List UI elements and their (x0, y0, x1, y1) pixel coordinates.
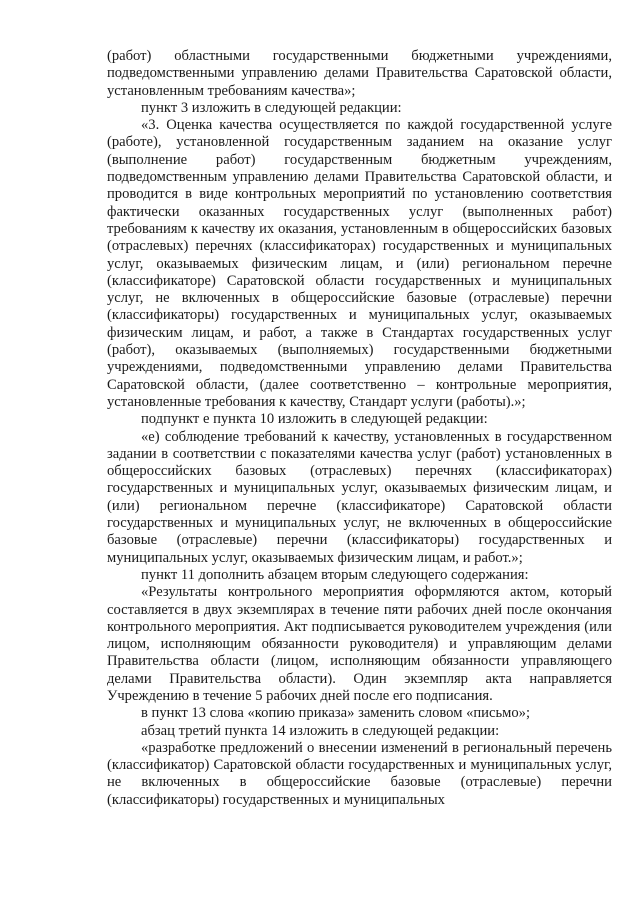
paragraph: «3. Оценка качества осуществляется по каждой государственной услуге (работе), установленной государственным заданием на оказание услуг (выполнение работ) государственным бюджетным учреждениям, подведомственным управлению делами Правительства Саратовской области, и проводится в виде контрольных мероприятий по установлению соответствия фактически оказанных государственных услуг (выполненных работ) требованиям к качеству их оказания, установленным в общероссийских базовых (отраслевых) перечнях (классификаторах) государственных и муниципальных услуг, оказываемых физическим лицам, и (или) региональном перечне (классификаторе) Саратовской области государственных и муниципальных услуг, не включенных в общероссийские базовые (отраслевые) перечни (классификаторы) государственных и муниципальных услуг, оказываемых физическим лицам, и работ, а также в Стандартах государственных услуг (работ), оказываемых (выполняемых) государственными бюджетными учреждениями, подведомственными управлению делами Правительства Саратовской области, (далее соответственно – контрольные мероприятия, установленные требования к качеству, Стандарт услуги (работы).»; (107, 117, 612, 410)
paragraph: «Результаты контрольного мероприятия оформляются актом, который составляется в двух экземплярах в течение пяти рабочих дней после окончания контрольного мероприятия. Акт подписывается руководителем учреждения (или лицом, исполняющим обязанности руководителя) и управляющим делами Правительства области (лицом, исполняющим обязанности управляющего делами Правительства области). Один экземпляр акта направляется Учреждению в течение 5 рабочих дней после его подписания. (107, 584, 612, 704)
paragraph: (работ) областными государственными бюджетными учреждениями, подведомственными управлению делами Правительства Саратовской области, установленным требованиям качества»; (107, 48, 612, 99)
paragraph: «разработке предложений о внесении изменений в региональный перечень (классификатор) Саратовской области государственных и муниципальных услуг, не включенных в общероссийские базовые (отраслевые) перечни (классификаторы) государственных и муниципальных (107, 739, 612, 808)
paragraph: пункт 11 дополнить абзацем вторым следующего содержания: (141, 566, 529, 583)
paragraph: пункт 3 изложить в следующей редакции: (141, 99, 402, 116)
paragraph: в пункт 13 слова «копию приказа» заменить словом «письмо»; (141, 705, 531, 722)
paragraph: абзац третий пункта 14 изложить в следующей редакции: (141, 722, 500, 739)
paragraph: подпункт е пункта 10 изложить в следующей редакции: (141, 411, 488, 428)
paragraph: «е) соблюдение требований к качеству, установленных в государственном задании в соответствии с показателями качества услуг (работ) установленных в общероссийских базовых (отраслевых) перечнях (классификаторах) государственных и муниципальных услуг, оказываемых физическим лицам, и (или) региональном перечне (классификаторе) Саратовской области государственных и муниципальных услуг, не включенных в общероссийские базовые (отраслевые) перечни (классификаторы) государственных и муниципальных услуг, оказываемых физическим лицам, и работ.»; (107, 428, 612, 566)
